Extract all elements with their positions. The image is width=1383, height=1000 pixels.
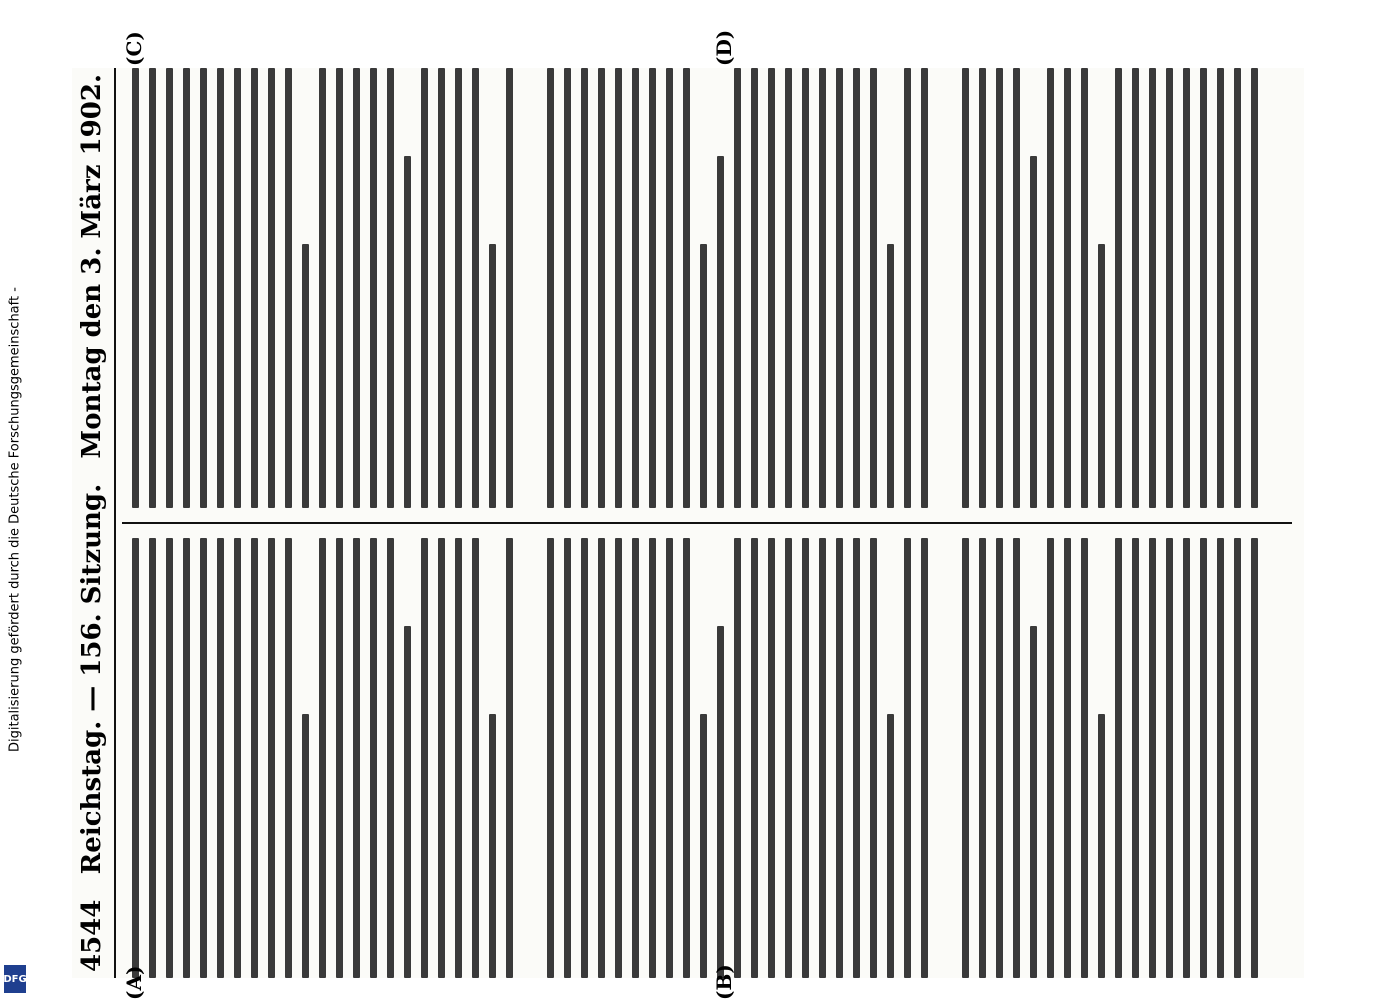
column-divider [122,522,1292,524]
text-line [1234,538,1241,978]
text-line [353,538,360,978]
text-line [1064,68,1071,508]
text-line [802,538,809,978]
text-line [768,538,775,978]
text-line [166,538,173,978]
text-line [547,538,554,978]
text-line [581,538,588,978]
text-line [1217,538,1224,978]
text-line [336,68,343,508]
text-line [1115,538,1122,978]
text-line [166,68,173,508]
text-line [421,538,428,978]
paragraph-gap [938,538,952,978]
paragraph-gap [523,538,537,978]
text-line [802,68,809,508]
text-line [615,538,622,978]
text-line [1047,538,1054,978]
text-line [1098,714,1105,978]
text-line [149,68,156,508]
dfg-logo-text: DFG [3,973,27,985]
dfg-logo [4,965,26,993]
text-line [285,68,292,508]
text-line [183,68,190,508]
text-line [666,538,673,978]
text-line [404,156,411,508]
text-line [996,538,1003,978]
text-line [1013,68,1020,508]
text-line [564,538,571,978]
page-header [72,68,112,978]
rotated-page-content [72,29,1304,1000]
text-line [1183,538,1190,978]
paragraph-gap [938,68,952,508]
text-line [1217,68,1224,508]
text-line [251,538,258,978]
text-line [836,68,843,508]
text-line [632,538,639,978]
text-line [717,626,724,978]
text-line [234,68,241,508]
text-line [1064,538,1071,978]
text-line [683,68,690,508]
text-line [979,538,986,978]
text-line [387,68,394,508]
text-line [336,538,343,978]
text-line [489,244,496,508]
text-line [547,68,554,508]
text-line [581,68,588,508]
text-line [319,68,326,508]
text-line [1081,68,1088,508]
text-line [887,714,894,978]
text-line [853,68,860,508]
text-line [1149,538,1156,978]
left-column [122,538,1292,978]
text-line [700,714,707,978]
text-line [632,68,639,508]
margin-marker-d: (D) [712,29,736,66]
text-line [768,68,775,508]
text-line [319,538,326,978]
text-line [979,68,986,508]
text-line [819,538,826,978]
text-line [1098,244,1105,508]
text-line [598,68,605,508]
text-line [217,538,224,978]
text-line [870,538,877,978]
text-line [1234,68,1241,508]
text-line [1166,68,1173,508]
text-line [734,538,741,978]
text-line [1132,68,1139,508]
text-line [751,538,758,978]
text-line [183,538,190,978]
text-line [370,68,377,508]
text-line [472,538,479,978]
text-line [353,68,360,508]
text-line [1200,68,1207,508]
text-line [1251,68,1258,508]
text-line [853,538,860,978]
session-date: Montag den 3. März 1902. [77,74,107,459]
text-line [1115,68,1122,508]
margin-marker-b: (B) [712,964,736,1000]
text-line [132,68,139,508]
text-line [506,538,513,978]
text-line [200,68,207,508]
text-line [649,538,656,978]
text-line [370,538,377,978]
text-line [1030,156,1037,508]
right-column-text [122,68,1292,508]
text-line [234,538,241,978]
paragraph-gap [523,68,537,508]
text-line [455,68,462,508]
text-line [717,156,724,508]
text-line [785,538,792,978]
text-line [734,68,741,508]
text-line [200,538,207,978]
text-line [751,68,758,508]
text-line [268,538,275,978]
text-line [1013,538,1020,978]
text-line [887,244,894,508]
text-line [1251,538,1258,978]
digitization-credit-text: Digitalisierung gefördert durch die Deutsche Forschungsgemeinschaft - [7,287,23,753]
text-line [1030,626,1037,978]
session-title: Reichstag. — 156. Sitzung. [77,483,107,875]
text-line [421,68,428,508]
text-line [302,714,309,978]
text-line [1149,68,1156,508]
text-line [489,714,496,978]
text-line [598,538,605,978]
text-line [996,68,1003,508]
text-line [615,68,622,508]
text-line [921,538,928,978]
margin-marker-a: (A) [122,965,146,1000]
text-line [268,68,275,508]
text-line [666,68,673,508]
page-number: 4544 [77,899,107,972]
text-line [870,68,877,508]
text-line [962,68,969,508]
text-line [404,626,411,978]
text-line [455,538,462,978]
text-line [700,244,707,508]
text-line [285,538,292,978]
right-column [122,68,1292,508]
text-line [506,68,513,508]
text-line [1166,538,1173,978]
text-line [836,538,843,978]
margin-marker-c: (C) [122,31,146,66]
text-line [819,68,826,508]
text-line [785,68,792,508]
text-line [472,68,479,508]
text-line [962,538,969,978]
left-column-text [122,538,1292,978]
text-line [683,538,690,978]
header-rule [114,68,116,978]
text-line [438,68,445,508]
text-line [921,68,928,508]
text-line [564,68,571,508]
text-line [1081,538,1088,978]
text-line [251,68,258,508]
text-line [1047,68,1054,508]
text-line [302,244,309,508]
text-line [387,538,394,978]
text-line [1183,68,1190,508]
digitization-credit [0,40,30,1000]
text-line [217,68,224,508]
text-line [904,538,911,978]
text-line [438,538,445,978]
text-line [132,538,139,978]
text-line [904,68,911,508]
text-line [149,538,156,978]
text-line [1132,538,1139,978]
text-line [649,68,656,508]
text-line [1200,538,1207,978]
